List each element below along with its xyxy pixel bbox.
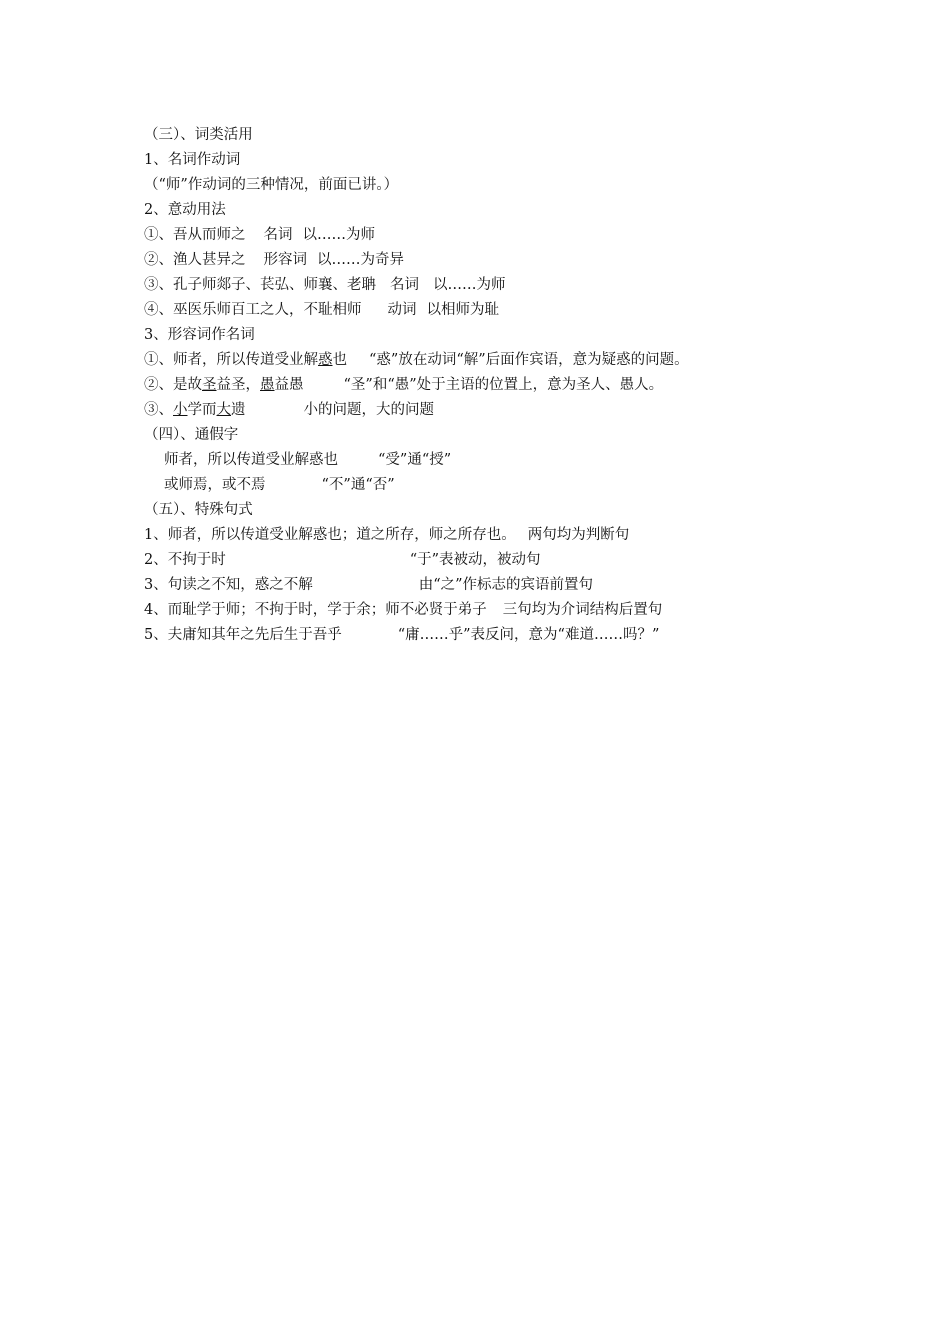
example-text: ①、师者，所以传道受业解 bbox=[144, 352, 318, 368]
explanation: “于”表被动，被动句 bbox=[409, 552, 541, 568]
example-line bbox=[144, 573, 844, 598]
subheading-noun-as-verb: 1、名词作动词 bbox=[144, 152, 241, 168]
example-text: 也 bbox=[332, 352, 347, 368]
section-heading-3: （三）、词类活用 bbox=[144, 127, 253, 143]
example-text: 师者，所以传道受业解惑也 bbox=[164, 452, 338, 468]
example-text: 1、师者，所以传道受业解惑也；道之所存，师之所存也。 bbox=[144, 527, 516, 543]
meaning: 以……为师 bbox=[433, 277, 506, 293]
subheading-putative-usage: 2、意动用法 bbox=[144, 202, 226, 218]
example-line bbox=[144, 373, 844, 398]
section-heading-4: （四）、通假字 bbox=[144, 427, 239, 443]
explanation: 由“之”作标志的宾语前置句 bbox=[418, 577, 594, 593]
example-line bbox=[144, 623, 844, 648]
meaning: 以相师为耻 bbox=[426, 302, 499, 318]
example-line bbox=[144, 223, 844, 248]
note-line: （“师”作动词的三种情况，前面已讲。） bbox=[144, 177, 399, 193]
word-class: 动词 bbox=[387, 302, 417, 318]
example-text: 5、夫庸知其年之先后生于吾乎 bbox=[144, 627, 342, 643]
underlined-word: 愚 bbox=[260, 377, 275, 393]
example-line bbox=[144, 248, 844, 273]
example-text: 遗 bbox=[231, 402, 246, 418]
example-line bbox=[144, 348, 844, 373]
example-text: 益圣， bbox=[216, 377, 260, 393]
explanation: “圣”和“愚”处于主语的位置上，意为圣人、愚人。 bbox=[343, 377, 664, 393]
example-text: ②、渔人甚异之 bbox=[144, 252, 246, 268]
example-line bbox=[144, 298, 844, 323]
word-class: 名词 bbox=[263, 227, 293, 243]
example-line bbox=[144, 398, 844, 423]
example-text: ②、是故 bbox=[144, 377, 202, 393]
example-line bbox=[144, 448, 844, 473]
underlined-word: 大 bbox=[216, 402, 231, 418]
word-class: 形容词 bbox=[263, 252, 307, 268]
example-text: ④、巫医乐师百工之人，不耻相师 bbox=[144, 302, 362, 318]
example-line bbox=[144, 473, 844, 498]
explanation: 两句均为判断句 bbox=[527, 527, 630, 543]
word-class: 名词 bbox=[390, 277, 419, 293]
example-text: 或师焉，或不焉 bbox=[164, 477, 266, 493]
example-text: ③、孔子师郯子、苌弘、师襄、老聃 bbox=[144, 277, 376, 293]
meaning: 以……为奇异 bbox=[317, 252, 404, 268]
example-line bbox=[144, 598, 844, 623]
underlined-word: 小 bbox=[173, 402, 188, 418]
explanation: 三句均为介词结构后置句 bbox=[502, 602, 663, 618]
example-text: 学而 bbox=[187, 402, 217, 418]
example-line bbox=[144, 273, 844, 298]
subheading-adj-as-noun: 3、形容词作名词 bbox=[144, 327, 255, 343]
example-text: 3、句读之不知，惑之不解 bbox=[144, 577, 313, 593]
example-line bbox=[144, 523, 844, 548]
example-text: 益愚 bbox=[274, 377, 304, 393]
example-text: ①、吾从而师之 bbox=[144, 227, 246, 243]
explanation: “受”通“授” bbox=[378, 452, 452, 468]
example-text: ③、 bbox=[144, 402, 173, 418]
document-page bbox=[144, 123, 844, 648]
section-heading-5: （五）、特殊句式 bbox=[144, 502, 253, 518]
explanation: “庸……乎”表反问，意为“难道……吗？” bbox=[397, 627, 660, 643]
example-line bbox=[144, 548, 844, 573]
explanation: 小的问题，大的问题 bbox=[303, 402, 434, 418]
example-text: 2、不拘于时 bbox=[144, 552, 226, 568]
example-text: 4、而耻学于师；不拘于时，学于余；师不必贤于弟子 bbox=[144, 602, 487, 618]
explanation: “不”通“否” bbox=[321, 477, 395, 493]
meaning: 以……为师 bbox=[302, 227, 375, 243]
underlined-word: 惑 bbox=[318, 352, 333, 368]
underlined-word: 圣 bbox=[202, 377, 217, 393]
explanation: “惑”放在动词“解”后面作宾语，意为疑惑的问题。 bbox=[369, 352, 689, 368]
